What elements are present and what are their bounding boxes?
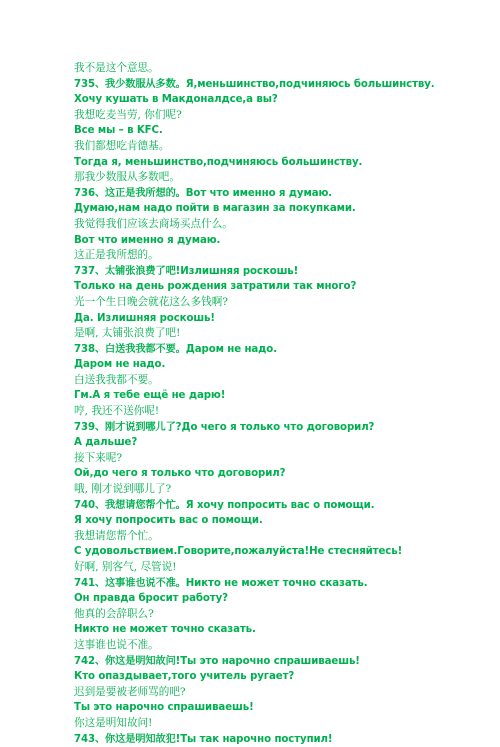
text-line: 是啊, 太铺张浪费了吧! [74,327,181,340]
text-line: 我不是这个意思。 [74,62,159,74]
text-line: Тогда я, меньшинство,подчиняюсь большинству. [74,156,363,168]
text-line: 哼, 我还不送你呢! [74,405,160,418]
text-line: Хочу кушать в Макдоналдсе,а вы? [74,94,278,106]
text-line: 737、太铺张浪费了吧!Излишняя роскошь! [74,265,299,277]
text-line: 迟到是要被老师骂的吧? [74,685,186,698]
text-line: Ты это нарочно спрашиваешь! [74,702,254,714]
text-line: 我们都想吃肯德基。 [74,139,170,152]
text-line: 743、你这是明知故犯!Ты так нарочно поступил! [74,733,333,745]
text-line: 741、这事谁也说不准。Никто не может точно сказать. [74,577,368,589]
text-line: Да. Излишняя роскошь! [74,312,215,324]
document-page [74,61,484,747]
text-line: Он правда бросит работу? [74,593,228,605]
text-line: 738、白送我我都不要。Даром не надо. [74,343,277,355]
text-line: 我想吃麦当劳, 你们呢? [74,108,182,121]
text-line: 736、这正是我所想的。Вот что именно я думаю. [74,187,333,199]
text-line: 735、我少数服从多数。Я,меньшинство,подчиняюсь большинству. [74,78,435,90]
text-line: Думаю,нам надо пойти в магазин за покупками. [74,203,356,215]
text-line: Никто не может точно сказать. [74,624,256,636]
text-line: 这事谁也说不准。 [74,638,159,651]
text-line: Я хочу попросить вас о помощи. [74,515,263,527]
text-line: Ой,до чего я только что договорил? [74,468,286,480]
text-line: 他真的会辞职么? [74,607,154,620]
text-line: 这正是我所想的。 [74,249,159,262]
text-line: Только на день рождения затратили так много? [74,281,357,293]
text-line: Гм.А я тебе ещё не дарю! [74,390,226,402]
text-line: 你这是明知故问! [74,716,153,729]
text-line: Все мы – в KFC. [74,125,163,137]
text-line: 白送我我都不要。 [74,373,159,386]
text-line: С удовольствием.Говорите,пожалуйста!Не стесняйтесь! [74,546,403,558]
text-line: Даром не надо. [74,359,166,371]
text-line: 哦, 刚才说到哪儿了? [74,483,172,496]
text-line: 740、我想请您帮个忙。Я хочу попросить вас о помощи. [74,499,375,511]
text-line: А дальше? [74,437,138,449]
text-line: Вот что именно я думаю. [74,234,221,246]
text-line: 好啊, 别客气, 尽管说! [74,561,177,573]
text-line: 我觉得我们应该去商场买点什么。 [74,217,233,230]
text-line: 我想请您帮个忙。 [74,529,159,542]
text-line: Кто опаздывает,того учитель ругает? [74,671,295,683]
text-line: 接下来呢? [74,451,123,464]
text-line: 光一个生日晚会就花这么多钱啊? [74,295,228,308]
text-line: 742、你这是明知故问!Ты это нарочно спрашиваешь! [74,655,360,667]
text-line: 那我少数服从多数吧。 [74,171,180,184]
text-line: 739、刚才说到哪儿了?До чего я только что договорил? [74,421,375,433]
